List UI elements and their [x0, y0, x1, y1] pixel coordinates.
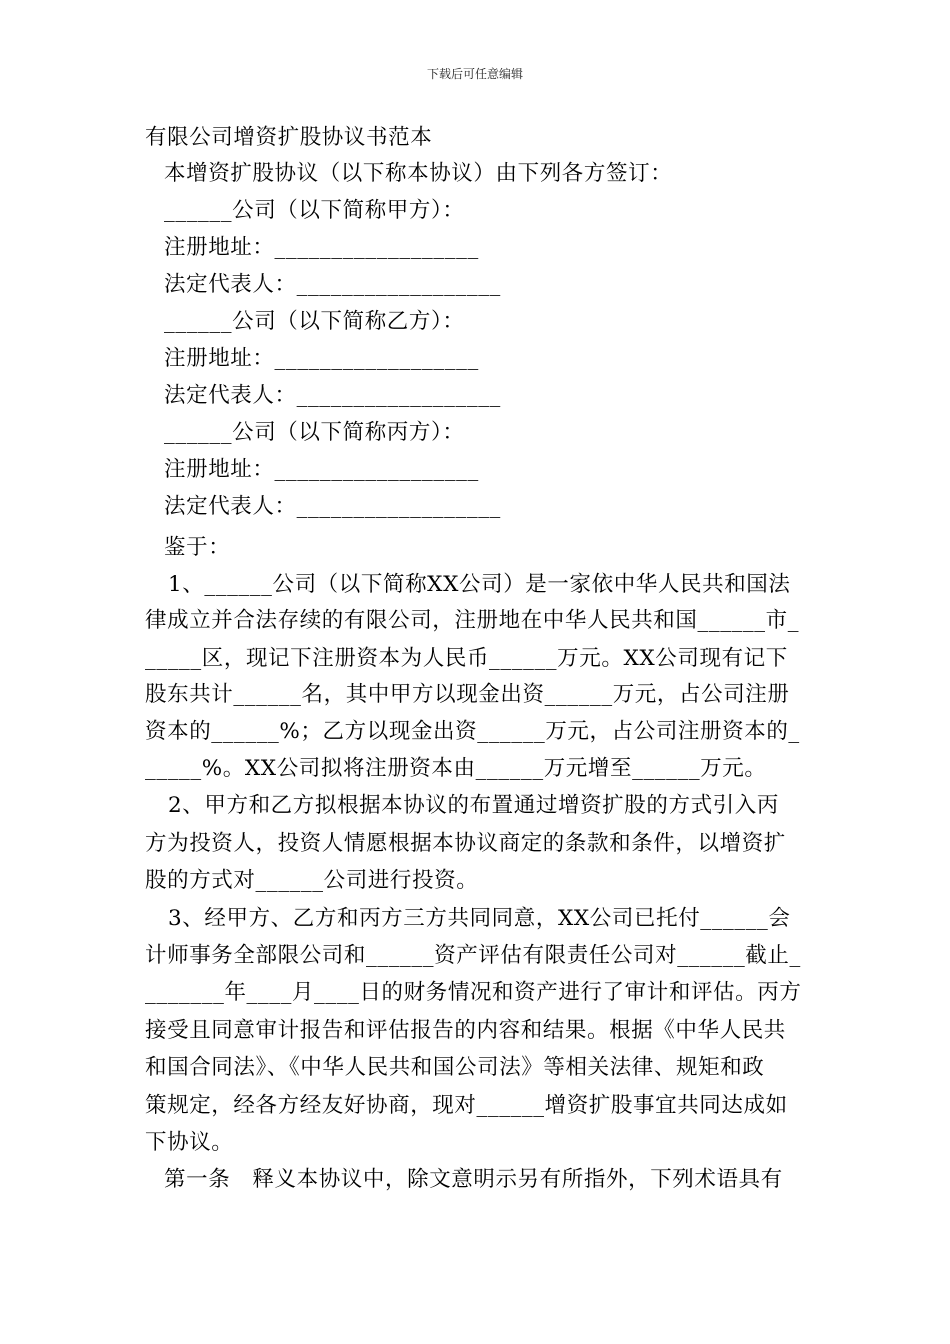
party-c-address: 注册地址：__________________: [164, 457, 479, 482]
clause-3-line-6: 策规定，经各方经友好协商，现对______增资扩股事宜共同达成如: [145, 1093, 788, 1118]
party-c-name: ______公司（以下简称丙方）：: [164, 420, 465, 445]
party-b-representative: 法定代表人：__________________: [164, 383, 501, 408]
article-1-line-1: 第一条 释义本协议中，除文意明示另有所指外，下列术语具有: [164, 1167, 783, 1192]
clause-1-line-2: 律成立并合法存续的有限公司，注册地在中华人民共和国______市_: [145, 608, 800, 633]
page-header: 下载后可任意编辑: [426, 67, 523, 81]
clause-2-line-3: 股的方式对______公司进行投资。: [145, 868, 479, 893]
clause-2-line-2: 方为投资人，投资人情愿根据本协议商定的条款和条件，以增资扩: [145, 831, 786, 856]
document-title: 有限公司增资扩股协议书范本: [145, 125, 433, 150]
clause-1-line-1: 1、______公司（以下简称XX公司）是一家依中华人民共和国法: [168, 572, 791, 597]
party-c-representative: 法定代表人：__________________: [164, 494, 501, 519]
clause-3-line-4: 接受且同意审计报告和评估报告的内容和结果。根据《中华人民共: [145, 1018, 786, 1043]
party-a-representative: 法定代表人：__________________: [164, 272, 501, 297]
clause-1-line-5: 资本的______%；乙方以现金出资______万元，占公司注册资本的_: [145, 719, 800, 744]
clause-1-line-3: _____区，现记下注册资本为人民币______万元。XX公司现有记下: [145, 646, 788, 671]
clause-3-line-2: 计师事务全部限公司和______资产评估有限责任公司对______截止_: [145, 943, 801, 968]
clause-3-line-7: 下协议。: [145, 1130, 234, 1155]
clause-1-line-4: 股东共计______名，其中甲方以现金出资______万元，占公司注册: [145, 682, 790, 707]
party-b-address: 注册地址：__________________: [164, 346, 479, 371]
party-a-name: ______公司（以下简称甲方）：: [164, 198, 465, 223]
party-a-address: 注册地址：__________________: [164, 235, 479, 260]
whereas-heading: 鉴于：: [164, 535, 231, 560]
party-b-name: ______公司（以下简称乙方）：: [164, 309, 465, 334]
clause-3-line-5: 和国合同法》、《中华人民共和国公司法》等相关法律、规矩和政: [145, 1055, 765, 1080]
intro-line: 本增资扩股协议（以下称本协议）由下列各方签订：: [164, 161, 673, 186]
clause-1-line-6: _____%。XX公司拟将注册资本由______万元增至______万元。: [145, 756, 767, 781]
clause-3-line-1: 3、经甲方、乙方和丙方三方共同同意，XX公司已托付______会: [168, 906, 791, 931]
clause-3-line-3: _______年____月____日的财务情况和资产进行了审计和评估。丙方: [145, 980, 802, 1005]
clause-2-line-1: 2、甲方和乙方拟根据本协议的布置通过增资扩股的方式引入丙: [168, 793, 779, 818]
